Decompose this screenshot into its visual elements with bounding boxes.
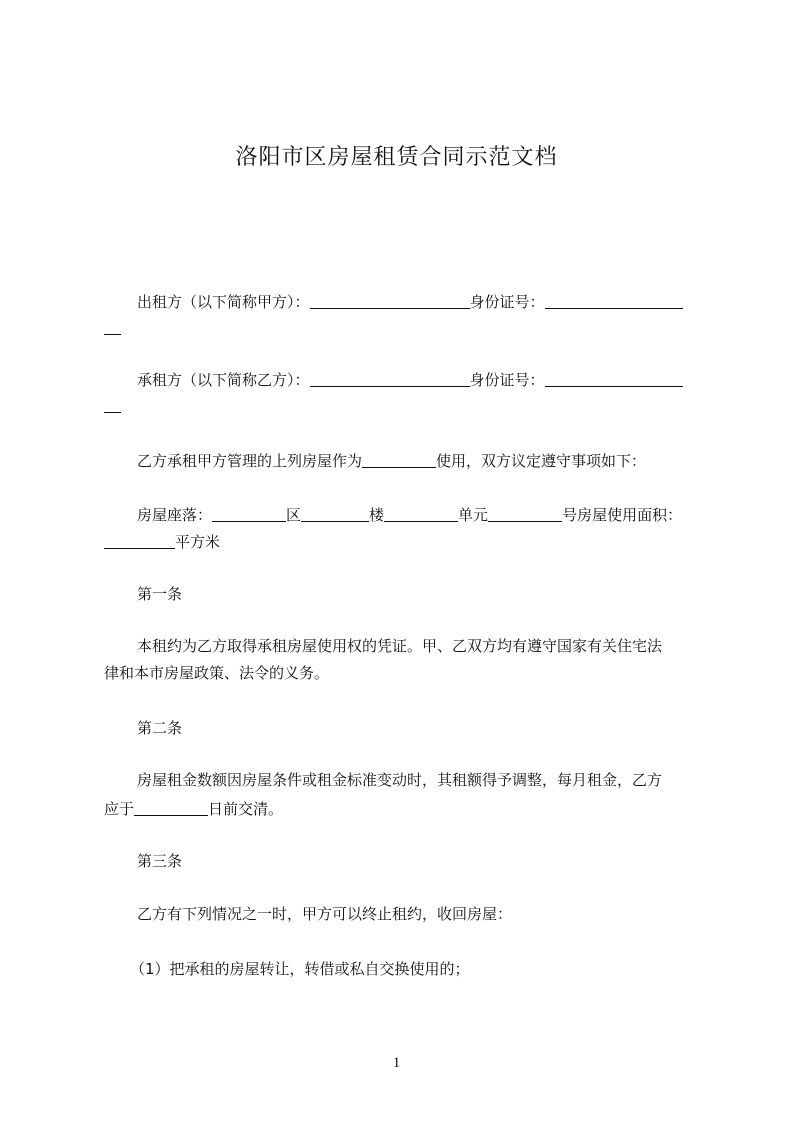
lessee-id-blank[interactable] — [545, 371, 683, 387]
area-blank[interactable] — [104, 533, 175, 549]
article3-heading: 第三条 — [137, 852, 183, 870]
area-line — [104, 532, 220, 552]
lessor-id-blank[interactable] — [545, 293, 683, 309]
sqm-label: 平方米 — [175, 533, 221, 551]
usage-prefix: 乙方承租甲方管理的上列房屋作为 — [137, 452, 363, 470]
lessor-line-wrap — [104, 318, 121, 338]
article1-heading: 第一条 — [137, 585, 183, 603]
article2-prefix: 应于 — [104, 800, 135, 818]
lessee-id-label: 身份证号： — [469, 371, 545, 389]
district-label: 区 — [286, 506, 302, 524]
document-title: 洛阳市区房屋租赁合同示范文档 — [235, 145, 558, 170]
lessor-id-label: 身份证号： — [469, 293, 545, 311]
building-blank[interactable] — [301, 506, 369, 522]
lessor-name-blank[interactable] — [310, 293, 470, 309]
article2-heading: 第二条 — [137, 719, 183, 737]
lessee-name-blank[interactable] — [310, 371, 470, 387]
article1-text-line2: 律和本市房屋政策、法令的义务。 — [104, 664, 330, 682]
article2-text-line1: 房屋租金数额因房屋条件或租金标准变动时，其租额得予调整，每月租金，乙方 — [137, 771, 663, 789]
lessor-line — [137, 292, 683, 312]
room-blank[interactable] — [488, 506, 562, 522]
page-number: 1 — [392, 1055, 401, 1071]
article3-item1: （1）把承租的房屋转让，转借或私自交换使用的； — [130, 960, 470, 978]
district-blank[interactable] — [212, 506, 286, 522]
usage-line — [137, 451, 646, 471]
lessee-line — [137, 370, 683, 390]
location-line — [137, 505, 682, 525]
article3-text: 乙方有下列情况之一时，甲方可以终止租约，收回房屋： — [137, 905, 513, 923]
area-label: 号房屋使用面积： — [562, 506, 683, 524]
lessee-id-blank-continued[interactable] — [104, 397, 121, 413]
article2-text-line2 — [104, 799, 283, 819]
usage-blank[interactable] — [362, 452, 436, 468]
lessee-line-wrap — [104, 396, 121, 416]
lessor-id-blank-continued[interactable] — [104, 319, 121, 335]
article1-text-line1: 本租约为乙方取得承租房屋使用权的凭证。甲、乙双方均有遵守国家有关住宅法 — [137, 637, 663, 655]
article2-suffix: 日前交清。 — [208, 800, 284, 818]
lessee-label: 承租方（以下简称乙方）： — [137, 371, 310, 389]
building-label: 楼 — [369, 506, 385, 524]
payment-day-blank[interactable] — [134, 800, 208, 816]
location-label: 房屋座落： — [137, 506, 213, 524]
unit-blank[interactable] — [384, 506, 458, 522]
unit-label: 单元 — [458, 506, 489, 524]
usage-suffix: 使用，双方议定遵守事项如下： — [436, 452, 647, 470]
lessor-label: 出租方（以下简称甲方）： — [137, 293, 310, 311]
